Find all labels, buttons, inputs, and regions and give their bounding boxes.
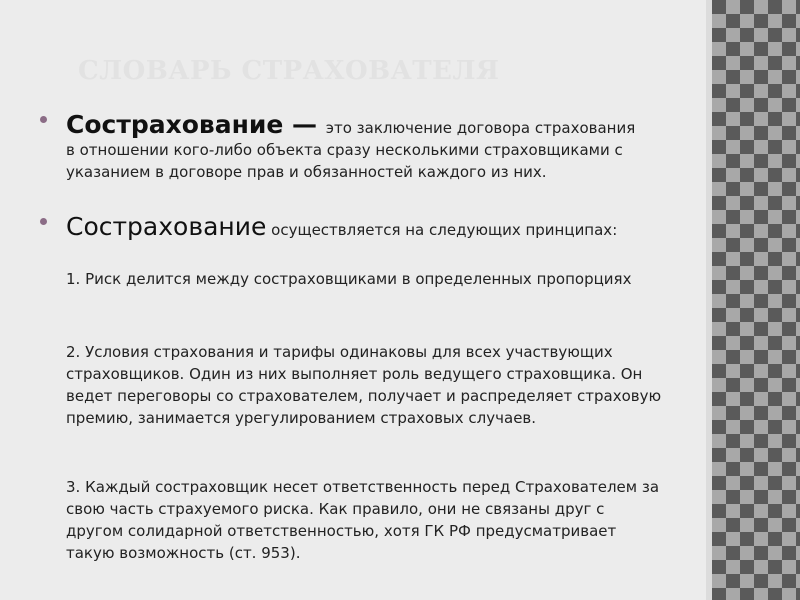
principle-3: 3. Каждый состраховщик несет ответственность перед Страхователем за свою часть страхуемого риска. Как правило, они не связаны друг с другом солидарной ответственностью, хотя ГК РФ предусматривает такую возможность (ст. 953). bbox=[66, 478, 660, 562]
term-dash: — bbox=[283, 110, 326, 139]
slide-title: СЛОВАРЬ СТРАХОВАТЕЛЯ bbox=[78, 56, 500, 86]
definition-text: это заключение договора страхования в отношении кого-либо объекта сразу несколькими страховщиками с указанием в договоре прав и обязанностей каждого из них. bbox=[66, 119, 636, 181]
bullet-item-1 bbox=[40, 110, 640, 183]
bullet-dot-icon bbox=[40, 218, 47, 225]
bullet-dot-icon bbox=[40, 116, 47, 123]
bullet-item-2 bbox=[40, 212, 640, 241]
principle-2: 2. Условия страхования и тарифы одинаковы для всех участвующих страховщиков. Один из них выполняет роль ведущего страховщика. Он ведет переговоры со страхователем, получает и распределяет страховую премию, занимается урегулированием страховых случаев. bbox=[66, 343, 662, 427]
principle-1: 1. Риск делится между состраховщиками в определенных пропорциях bbox=[66, 270, 632, 288]
principles-intro: осуществляется на следующих принципах: bbox=[266, 221, 618, 239]
decorative-pattern-panel bbox=[712, 0, 800, 600]
term-heading: Сострахование bbox=[66, 212, 267, 241]
term-heading: Сострахование bbox=[66, 110, 284, 139]
